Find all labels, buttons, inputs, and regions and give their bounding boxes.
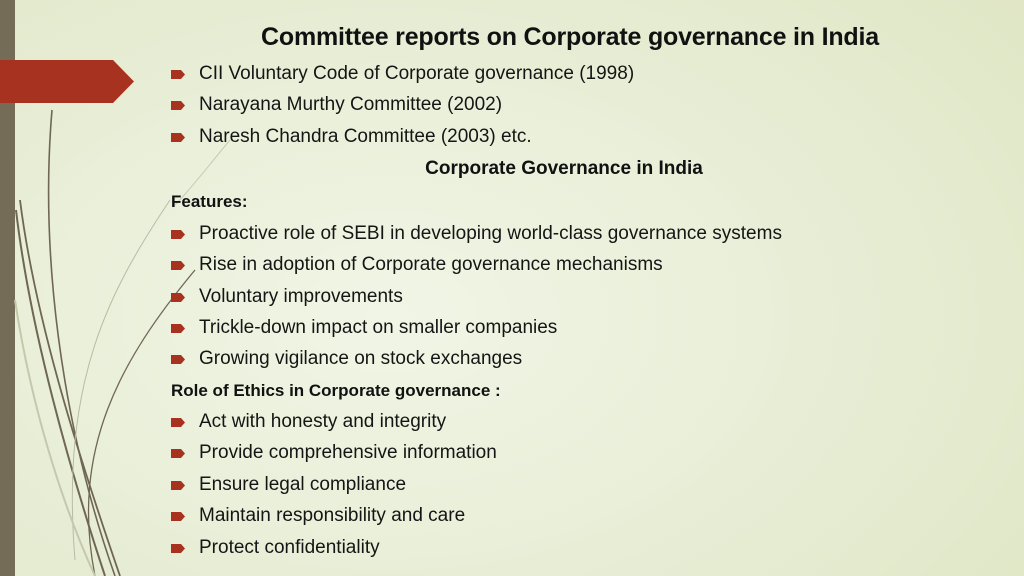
committee-text: Narayana Murthy Committee (2002) [199,94,503,115]
ethics-text: Protect confidentiality [199,537,380,558]
arrow-bullet-icon [171,512,185,521]
feature-text: Trickle-down impact on smaller companies [199,317,558,338]
section-subtitle: Corporate Governance in India [425,158,703,179]
arrow-bullet-icon [171,355,185,364]
arrow-bullet-icon [171,230,185,239]
feature-text: Growing vigilance on stock exchanges [199,348,523,369]
features-heading: Features: [171,192,248,211]
feature-text: Rise in adoption of Corporate governance mechanisms [199,254,663,275]
ethics-text: Ensure legal compliance [199,474,407,495]
arrow-bullet-icon [171,449,185,458]
arrow-bullet-icon [171,133,185,142]
title-arrow-banner [0,60,135,103]
arrow-bullet-icon [171,544,185,553]
arrow-bullet-icon [171,481,185,490]
arrow-bullet-icon [171,261,185,270]
ethics-text: Maintain responsibility and care [199,505,466,526]
feature-text: Proactive role of SEBI in developing world-class governance systems [199,223,782,244]
ethics-text: Act with honesty and integrity [199,411,447,432]
committee-text: Naresh Chandra Committee (2003) etc. [199,126,532,147]
slide-title: Committee reports on Corporate governance in India [261,23,879,51]
committee-text: CII Voluntary Code of Corporate governance (1998) [199,63,635,84]
arrow-bullet-icon [171,293,185,302]
arrow-bullet-icon [171,324,185,333]
arrow-bullet-icon [171,101,185,110]
arrow-bullet-icon [171,70,185,79]
feature-text: Voluntary improvements [199,286,403,307]
arrow-bullet-icon [171,418,185,427]
ethics-text: Provide comprehensive information [199,442,497,463]
ethics-heading: Role of Ethics in Corporate governance : [171,381,501,400]
